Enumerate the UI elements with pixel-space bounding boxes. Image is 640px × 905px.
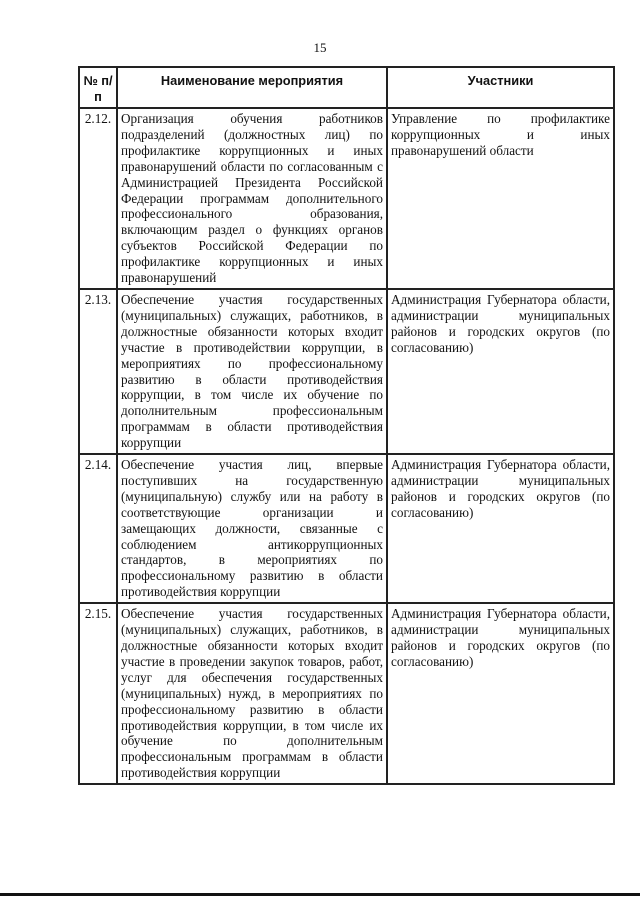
measure-name: Организация обучения работников подразделений (должностных лиц) по профилактике коррупционных и иных правонарушений области по согласованным с Администрацией Президента Российской Федерации программам дополнительного профессионального образования, включающим раздел о функциях органов субъектов Российской Федерации по профилактике коррупционных и иных правонарушений <box>117 108 387 289</box>
header-measure-name: Наименование мероприятия <box>117 67 387 108</box>
measure-name: Обеспечение участия лиц, впервые поступивших на государственную (муниципальную) службу или на работу в соответствующие организации и замещающих должности, связанные с соблюдением антикоррупционных стандартов, в мероприятиях по профессиональному развитию в области противодействия коррупции <box>117 454 387 603</box>
row-number: 2.13. <box>79 289 117 454</box>
row-number: 2.12. <box>79 108 117 289</box>
table-row <box>79 289 614 454</box>
participants: Администрация Губернатора области, администрации муниципальных районов и городских округов (по согласованию) <box>387 603 614 784</box>
measure-name: Обеспечение участия государственных (муниципальных) служащих, работников, в должностные обязанности которых входит участие в проведении закупок товаров, работ, услуг для обеспечения государственных (муниципальных) нужд, в мероприятиях по профессиональному развитию в области противодействия коррупции, в том числе их обучение по дополнительным профессиональным программам в области противодействия коррупции <box>117 603 387 784</box>
measures-table <box>78 66 615 785</box>
table-header-row <box>79 67 614 108</box>
header-number: № п/п <box>79 67 117 108</box>
participants: Администрация Губернатора области, администрации муниципальных районов и городских округов (по согласованию) <box>387 454 614 603</box>
measure-name: Обеспечение участия государственных (муниципальных) служащих, работников, в должностные обязанности которых входит участие в противодействии коррупции, в мероприятиях по профессиональному развитию в области противодействия коррупции, в том числе их обучение по дополнительным профессиональным программам в области противодействия коррупции <box>117 289 387 454</box>
table-row <box>79 108 614 289</box>
page-number: 15 <box>313 40 327 55</box>
header-participants: Участники <box>387 67 614 108</box>
table-row <box>79 454 614 603</box>
row-number: 2.15. <box>79 603 117 784</box>
participants: Управление по профилактике коррупционных и иных правонарушений области <box>387 108 614 289</box>
participants: Администрация Губернатора области, администрации муниципальных районов и городских округов (по согласованию) <box>387 289 614 454</box>
table-row <box>79 603 614 784</box>
row-number: 2.14. <box>79 454 117 603</box>
scan-bottom-edge <box>0 893 640 896</box>
